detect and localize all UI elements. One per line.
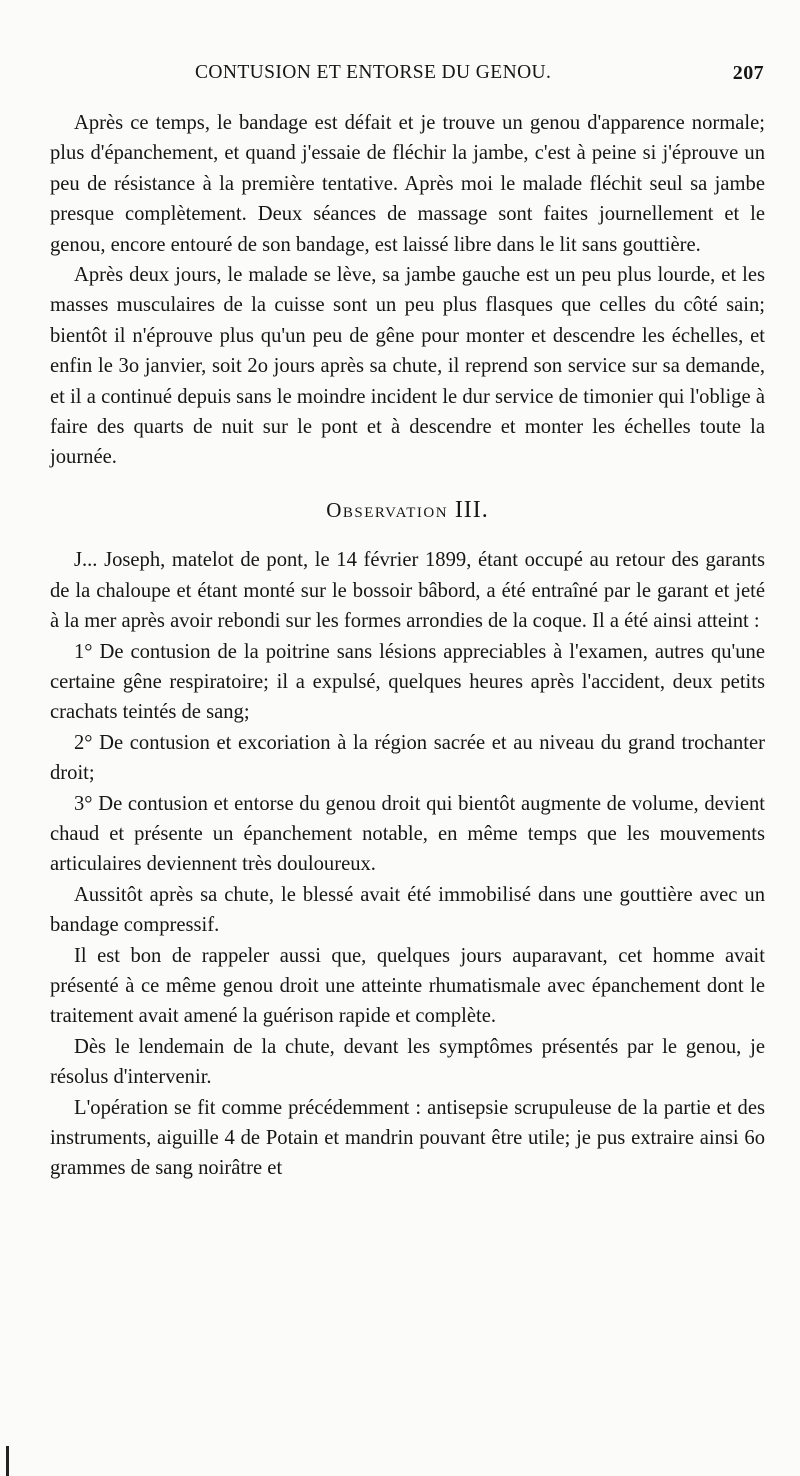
observation-label: Observation — [326, 497, 449, 522]
observation-heading — [50, 495, 765, 525]
observation-numeral: III. — [454, 496, 489, 523]
paragraph: L'opération se fit comme précédemment : antisepsie scrupuleuse de la partie et des instruments, aiguille 4 de Potain et mandrin pouvant être utile; je pus extraire ainsi 6o grammes de sang noirâtre et — [50, 1096, 765, 1180]
paragraph: 2° De contusion et excoriation à la région sacrée et au niveau du grand trochanter droit; — [50, 731, 765, 785]
paragraph: J... Joseph, matelot de pont, le 14 février 1899, étant occupé au retour des garants de la chaloupe et étant monté sur le bossoir bâbord, a été entraîné par le garant et jeté à la mer après avoir rebondi sur les formes arrondies de la coque. Il a été ainsi atteint : — [50, 549, 765, 633]
running-head: CONTUSION ET ENTORSE DU GENOU. — [195, 62, 552, 83]
margin-mark — [6, 1446, 9, 1476]
paragraph: 1° De contusion de la poitrine sans lésions appreciables à l'examen, autres qu'une certaine gêne respiratoire; il a expulsé, quelques heures après l'accident, deux petits crachats teintés de sang; — [50, 640, 765, 724]
paragraph: Il est bon de rappeler aussi que, quelques jours auparavant, cet homme avait présenté à ce même genou droit une atteinte rhumatismale avec épanchement dont le traitement avait amené la guérison rapide et complète. — [50, 944, 765, 1028]
paragraph: Dès le lendemain de la chute, devant les symptômes présentés par le genou, je résolus d'intervenir. — [50, 1035, 765, 1089]
paragraph: Après ce temps, le bandage est défait et je trouve un genou d'apparence normale; plus d'épanchement, et quand j'essaie de fléchir la jambe, c'est à peine si j'éprouve un peu de résistance à la première tentative. Après moi le malade fléchit seul sa jambe presque complètement. Deux séances de massage sont faites journellement et le genou, encore entouré de son bandage, est laissé libre dans le lit sans gouttière. — [50, 112, 765, 256]
body-text — [50, 108, 765, 1184]
page-header — [195, 62, 764, 92]
paragraph: Aussitôt après sa chute, le blessé avait été immobilisé dans une gouttière avec un bandage compressif. — [50, 883, 765, 937]
page-number: 207 — [732, 62, 764, 84]
paragraph: 3° De contusion et entorse du genou droit qui bientôt augmente de volume, devient chaud et présente un épanchement notable, en même temps que les mouvements articulaires deviennent très douloureux. — [50, 792, 765, 876]
paragraph: Après deux jours, le malade se lève, sa jambe gauche est un peu plus lourde, et les masses musculaires de la cuisse sont un peu plus flasques que celles du côté sain; bientôt il n'éprouve plus qu'un peu de gêne pour monter et descendre les échelles, et enfin le 3o janvier, soit 2o jours après sa chute, il reprend son service sur sa demande, et il a continué depuis sans le moindre incident le dur service de timonier qui l'oblige à faire des quarts de nuit sur le pont et à descendre et monter les échelles toute la journée. — [50, 264, 765, 469]
